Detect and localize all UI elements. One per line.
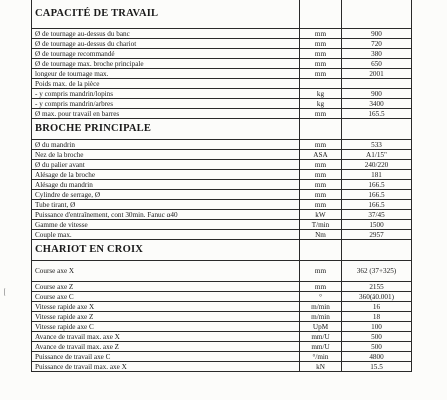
spec-label: Puissance de travail axe C	[32, 352, 300, 362]
spec-unit: kg	[300, 89, 342, 99]
spec-value: 166.5	[342, 180, 412, 190]
spec-unit: mm	[300, 261, 342, 282]
spec-label: Vitesse rapide axe Z	[32, 312, 300, 322]
spec-label: Course axe Z	[32, 282, 300, 292]
spec-unit: mm	[300, 190, 342, 200]
spec-value: 16	[342, 302, 412, 312]
spec-unit: mm	[300, 282, 342, 292]
spec-value: 37/45	[342, 210, 412, 220]
spec-value: 165.5	[342, 109, 412, 119]
spec-value: 362 (37+325)	[342, 261, 412, 282]
spec-value: 3400	[342, 99, 412, 109]
spec-unit: m/min	[300, 312, 342, 322]
spec-value: 900	[342, 29, 412, 39]
spec-row	[32, 312, 412, 322]
spec-label: Tube tirant, Ø	[32, 200, 300, 210]
spec-unit: kg	[300, 99, 342, 109]
spec-value: 650	[342, 59, 412, 69]
spec-unit: mm	[300, 140, 342, 150]
spec-unit: T/min	[300, 220, 342, 230]
spec-unit: mm	[300, 39, 342, 49]
spec-label: Nez de la broche	[32, 150, 300, 160]
spec-row	[32, 140, 412, 150]
spec-unit: mm	[300, 29, 342, 39]
spec-value: 18	[342, 312, 412, 322]
section-value-cell	[342, 240, 412, 261]
spec-row	[32, 220, 412, 230]
spec-row	[32, 302, 412, 312]
spec-row	[32, 210, 412, 220]
spec-unit: kN	[300, 362, 342, 372]
spec-value: 900	[342, 89, 412, 99]
spec-value: 1500	[342, 220, 412, 230]
section-unit-cell	[300, 119, 342, 140]
spec-value: 360(ä0.001)	[342, 292, 412, 302]
spec-row	[32, 282, 412, 292]
spec-unit: °	[300, 292, 342, 302]
spec-row	[32, 292, 412, 302]
spec-row	[32, 200, 412, 210]
spec-unit: mm	[300, 69, 342, 79]
spec-label: Avance de travail max. axe Z	[32, 342, 300, 352]
spec-label: Course axe C	[32, 292, 300, 302]
spec-label: Avance de travail max. axe X	[32, 332, 300, 342]
section-header	[32, 0, 412, 29]
spec-value: 380	[342, 49, 412, 59]
scan-margin-mark	[4, 288, 7, 296]
spec-value: 166.5	[342, 190, 412, 200]
spec-table	[31, 0, 412, 372]
spec-row	[32, 180, 412, 190]
spec-unit: mm	[300, 200, 342, 210]
spec-label: Ø max. pour travail en barres	[32, 109, 300, 119]
spec-row	[32, 190, 412, 200]
spec-row	[32, 39, 412, 49]
section-value-cell	[342, 0, 412, 29]
spec-unit: mm	[300, 109, 342, 119]
spec-row	[32, 342, 412, 352]
spec-row	[32, 99, 412, 109]
spec-value: 500	[342, 342, 412, 352]
spec-label: Ø de tournage max. broche principale	[32, 59, 300, 69]
spec-unit: mm/U	[300, 342, 342, 352]
section-title: CHARIOT EN CROIX	[32, 240, 300, 261]
spec-value: 166.5	[342, 200, 412, 210]
section-value-cell	[342, 119, 412, 140]
spec-label: longeur de tournage max.	[32, 69, 300, 79]
section-header	[32, 119, 412, 140]
section-header	[32, 240, 412, 261]
spec-value: 240/220	[342, 160, 412, 170]
spec-value: 15.5	[342, 362, 412, 372]
spec-label: Vitesse rapide axe C	[32, 322, 300, 332]
spec-unit: Nm	[300, 230, 342, 240]
spec-label: Ø de tournage au-dessus du chariot	[32, 39, 300, 49]
spec-label: Ø de tournage recommandé	[32, 49, 300, 59]
spec-row	[32, 79, 412, 89]
section-title: CAPACITÉ DE TRAVAIL	[32, 0, 300, 29]
spec-row	[32, 49, 412, 59]
spec-row	[32, 59, 412, 69]
spec-row	[32, 160, 412, 170]
section-title: BROCHE PRINCIPALE	[32, 119, 300, 140]
spec-value: 4800	[342, 352, 412, 362]
spec-unit	[300, 79, 342, 89]
spec-unit: mm	[300, 59, 342, 69]
spec-label: Ø du mandrin	[32, 140, 300, 150]
spec-value	[342, 79, 412, 89]
spec-unit: UpM	[300, 322, 342, 332]
spec-label: Alésage de la broche	[32, 170, 300, 180]
spec-label: Gamme de vitesse	[32, 220, 300, 230]
spec-label: Ø de tournage au-dessus du banc	[32, 29, 300, 39]
spec-value: A1/15"	[342, 150, 412, 160]
spec-row	[32, 322, 412, 332]
spec-value: 181	[342, 170, 412, 180]
spec-value: 2001	[342, 69, 412, 79]
spec-label: Vitesse rapide axe X	[32, 302, 300, 312]
spec-label: Puissance d'entraînement, cont 30min. Fanuc α40	[32, 210, 300, 220]
spec-unit: mm	[300, 49, 342, 59]
spec-label: - y compris mandrin/arbres	[32, 99, 300, 109]
spec-value: 533	[342, 140, 412, 150]
spec-row	[32, 150, 412, 160]
spec-label: Couple max.	[32, 230, 300, 240]
spec-row	[32, 332, 412, 342]
spec-label: Ø du palier avant	[32, 160, 300, 170]
spec-value: 2155	[342, 282, 412, 292]
spec-label: Course axe X	[32, 261, 300, 282]
spec-label: - y compris mandrin/lopins	[32, 89, 300, 99]
spec-row	[32, 261, 412, 282]
spec-row	[32, 69, 412, 79]
spec-unit: °/min	[300, 352, 342, 362]
spec-row	[32, 89, 412, 99]
spec-unit: mm	[300, 160, 342, 170]
spec-label: Cylindre de serrage, Ø	[32, 190, 300, 200]
spec-row	[32, 230, 412, 240]
spec-unit: mm	[300, 180, 342, 190]
spec-unit: kW	[300, 210, 342, 220]
spec-value: 100	[342, 322, 412, 332]
spec-row	[32, 29, 412, 39]
section-unit-cell	[300, 240, 342, 261]
spec-label: Poids max. de la pièce	[32, 79, 300, 89]
spec-row	[32, 352, 412, 362]
spec-unit: ASA	[300, 150, 342, 160]
spec-row	[32, 362, 412, 372]
spec-unit: mm/U	[300, 332, 342, 342]
spec-unit: mm	[300, 170, 342, 180]
spec-unit: m/min	[300, 302, 342, 312]
spec-row	[32, 109, 412, 119]
spec-label: Puissance de travail max. axe X	[32, 362, 300, 372]
section-unit-cell	[300, 0, 342, 29]
spec-row	[32, 170, 412, 180]
spec-label: Alésage du mandrin	[32, 180, 300, 190]
spec-value: 2957	[342, 230, 412, 240]
spec-value: 500	[342, 332, 412, 342]
spec-value: 720	[342, 39, 412, 49]
